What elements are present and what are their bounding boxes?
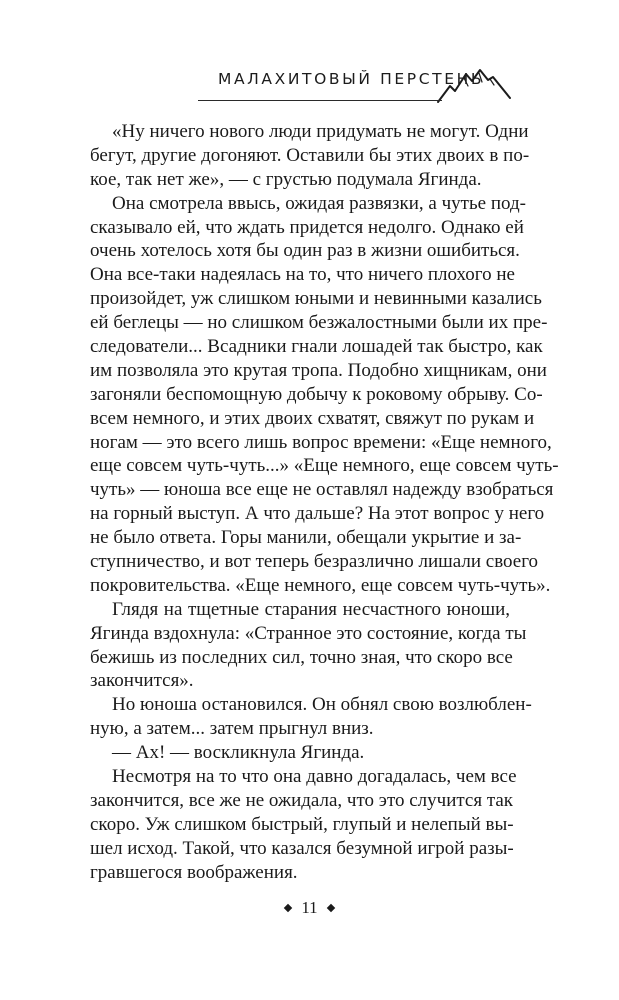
page-folio bbox=[0, 898, 619, 918]
text-line: следователи... Всадники гнали лошадей так быстро, как bbox=[90, 336, 543, 358]
text-line: всем немного, и этих двоих схватят, свяжут по рукам и bbox=[90, 407, 535, 429]
diamond-bullet-icon bbox=[326, 904, 334, 912]
text-line: — Ах! — воскликнула Ягинда. bbox=[112, 742, 365, 764]
text-line: закончится, все же не ожидала, что это случится так bbox=[90, 789, 514, 811]
text-line: ногам — это всего лишь вопрос времени: «Еще немного, bbox=[90, 431, 552, 453]
text-line: Она все-таки надеялась на то, что ничего плохого не bbox=[90, 264, 515, 286]
text-line: чуть» — юноша все еще не оставлял надежду взобраться bbox=[90, 479, 554, 501]
text-line: кое, так нет же», — с грустью подумала Ягинда. bbox=[90, 168, 482, 190]
text-line: загоняли беспомощную добычу к роковому обрыву. Со- bbox=[90, 383, 543, 405]
text-line: ей беглецы — но слишком безжалостными были их пре- bbox=[90, 312, 548, 334]
mountain-peaks-icon bbox=[436, 64, 512, 104]
text-line: им позволяла это крутая тропа. Подобно хищникам, они bbox=[90, 359, 547, 381]
running-head-rule bbox=[198, 100, 442, 101]
page-number: 11 bbox=[301, 898, 318, 917]
text-line: Ягинда вздохнула: «Странное это состояние, когда ты bbox=[90, 622, 527, 644]
text-line: бегут, другие догоняют. Оставили бы этих двоих в по- bbox=[90, 144, 530, 166]
text-line: Но юноша остановился. Он обнял свою возлюблен- bbox=[112, 694, 532, 716]
text-line: ную, а затем... затем прыгнул вниз. bbox=[90, 718, 374, 740]
text-line: произойдет, уж слишком юными и невинными казались bbox=[90, 288, 542, 310]
text-line: «Ну ничего нового люди придумать не могут. Одни bbox=[112, 121, 529, 142]
running-head-title: МАЛАХИТОВЫЙ ПЕРСТЕНЬ bbox=[218, 70, 485, 88]
text-line: на горный выступ. А что дальше? На этот вопрос у него bbox=[90, 503, 545, 525]
text-line: Несмотря на то что она давно догадалась, чем все bbox=[112, 766, 517, 788]
text-line: шел исход. Такой, что казался безумной игрой разы- bbox=[90, 837, 514, 859]
text-line: скоро. Уж слишком быстрый, глупый и нелепый вы- bbox=[90, 813, 514, 835]
text-line: сказывало ей, что ждать придется недолго. Однако ей bbox=[90, 216, 524, 238]
text-line: гравшегося воображения. bbox=[90, 861, 298, 883]
body-text bbox=[90, 120, 559, 885]
text-line: не было ответа. Горы манили, обещали укрытие и за- bbox=[90, 527, 522, 549]
text-line: Она смотрела ввысь, ожидая развязки, а чутье под- bbox=[112, 192, 526, 214]
text-line: Глядя на тщетные старания несчастного юноши, bbox=[112, 598, 510, 620]
text-line: очень хотелось хотя бы один раз в жизни ошибиться. bbox=[90, 240, 520, 262]
text-line: еще совсем чуть-чуть...» «Еще немного, еще совсем чуть- bbox=[90, 455, 559, 477]
text-line: бежишь из последних сил, точно зная, что скоро все bbox=[90, 646, 513, 668]
text-line: ступничество, и вот теперь безразлично лишали своего bbox=[90, 551, 539, 573]
diamond-bullet-icon bbox=[284, 904, 292, 912]
text-line: закончится». bbox=[90, 670, 194, 692]
text-line: покровительства. «Еще немного, еще совсем чуть-чуть». bbox=[90, 574, 551, 596]
